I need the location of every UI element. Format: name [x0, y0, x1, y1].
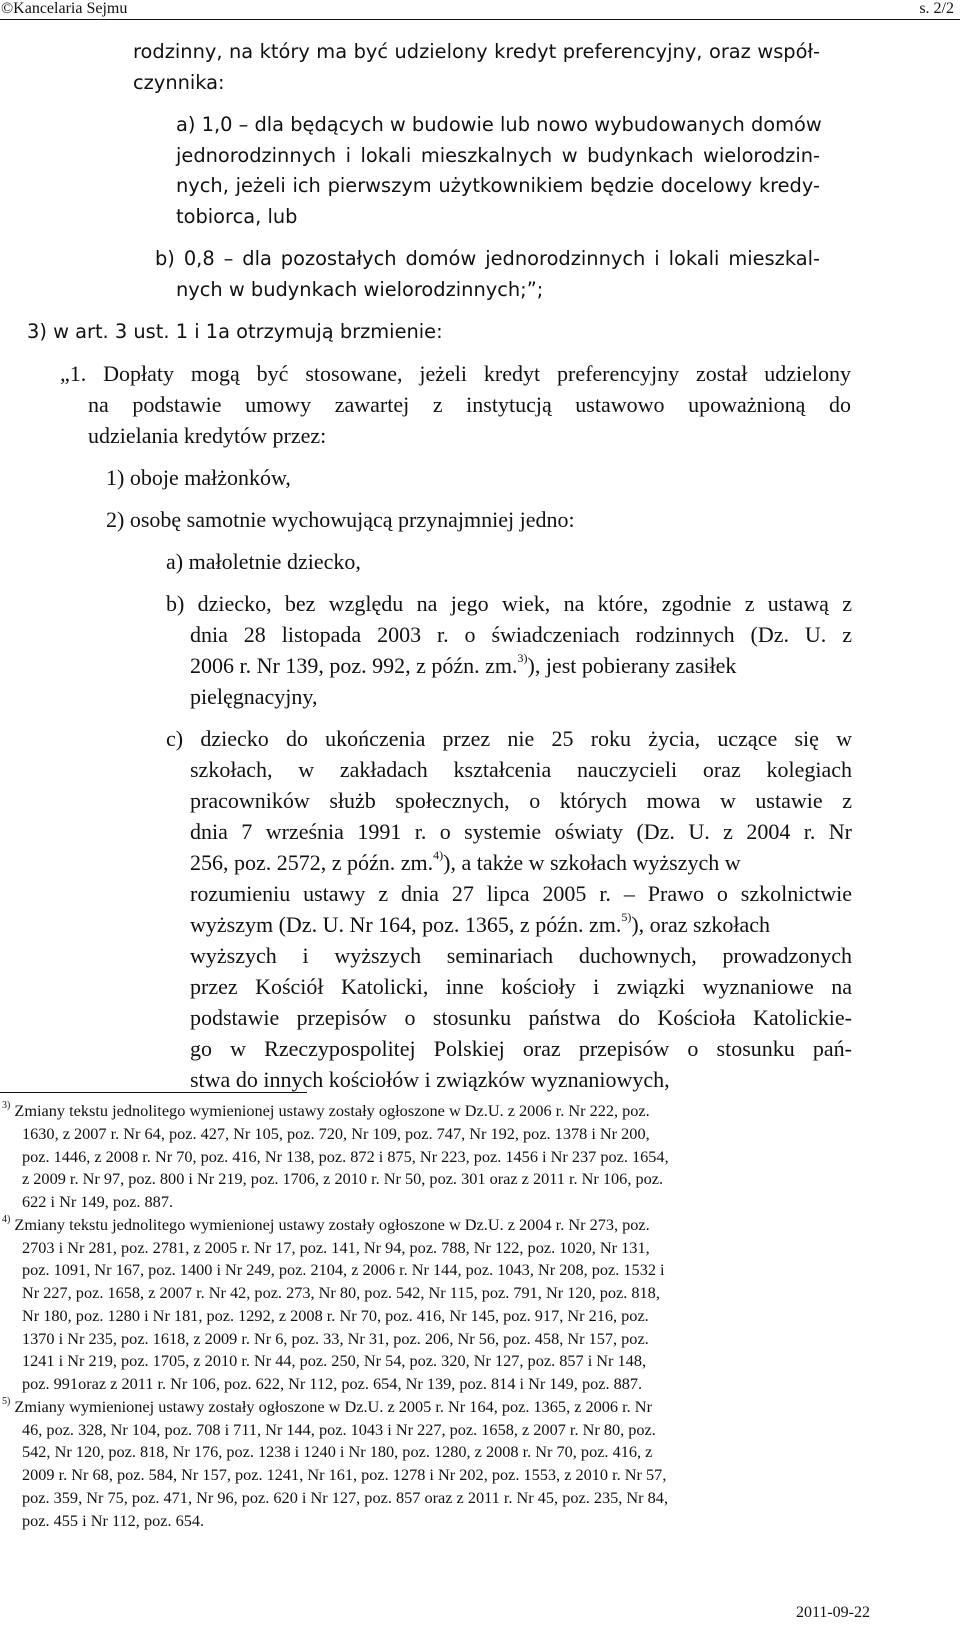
text-line: na podstawie umowy zawartej z instytucją ustawowo upoważnioną do [88, 392, 851, 417]
text-line: go w Rzeczypospolitej Polskiej oraz przepisów o stosunku pań- [190, 1036, 852, 1061]
text-line: pracowników służb społecznych, o których mowa w ustawie z [190, 788, 852, 813]
text-line: rozumieniu ustawy z dnia 27 lipca 2005 r. – Prawo o szkolnictwie [190, 881, 852, 906]
footnote-line: poz. 1091, Nr 167, poz. 1400 i Nr 249, poz. 2104, z 2006 r. Nr 144, poz. 1043, Nr 208, poz. 1532 i [22, 1260, 665, 1279]
text-line: 2) osobę samotnie wychowującą przynajmniej jedno: [106, 507, 575, 532]
footnote-line: 2009 r. Nr 68, poz. 584, Nr 157, poz. 1241, Nr 161, poz. 1278 i Nr 202, poz. 1553, z 2010 r. Nr 57, [22, 1465, 667, 1484]
text-line: a) 1,0 – dla będących w budowie lub nowo wybudowanych domów [176, 113, 822, 136]
text-segment: ), oraz szkołach [631, 912, 770, 937]
text-line: rodzinny, na który ma być udzielony kredyt preferencyjny, oraz współ- [133, 40, 820, 63]
text-line: „1. Dopłaty mogą być stosowane, jeżeli kredyt preferencyjny został udzielony [60, 361, 851, 386]
page-number: s. 2/2 [919, 0, 954, 17]
text-line: a) małoletnie dziecko, [166, 549, 361, 574]
text-line: b) dziecko, bez względu na jego wiek, na które, zgodnie z ustawą z [166, 591, 852, 616]
document-date: 2011-09-22 [795, 1604, 870, 1621]
footnote-marker: 4) [2, 1213, 11, 1225]
footnote-4 [2, 1214, 650, 1237]
footnote-5 [2, 1396, 652, 1419]
footnote-line: 1370 i Nr 235, poz. 1618, z 2009 r. Nr 6, poz. 33, Nr 31, poz. 206, Nr 56, poz. 458, Nr 157, poz. [22, 1329, 649, 1348]
footnote-line: 622 i Nr 149, poz. 887. [22, 1192, 174, 1211]
text-line: nych w budynkach wielorodzinnych;”; [176, 278, 544, 301]
text-line: 3) w art. 3 ust. 1 i 1a otrzymują brzmienie: [27, 320, 443, 343]
text-line: szkołach, w zakładach kształcenia nauczycieli oraz kolegiach [190, 757, 852, 782]
footnote-separator [0, 1092, 307, 1093]
footnote-ref[interactable]: 3) [517, 650, 528, 665]
footnote-line: 1241 i Nr 219, poz. 1705, z 2010 r. Nr 44, poz. 250, Nr 54, poz. 320, Nr 127, poz. 857 i Nr 148, [22, 1351, 647, 1370]
text-line: dnia 28 listopada 2003 r. o świadczeniach rodzinnych (Dz. U. z [190, 622, 852, 647]
footnote-text: Zmiany tekstu jednolitego wymienionej ustawy zostały ogłoszone w Dz.U. z 2006 r. Nr 222, poz. [14, 1101, 650, 1120]
footnote-line: poz. 991oraz z 2011 r. Nr 106, poz. 622, Nr 112, poz. 654, Nr 139, poz. 814 i Nr 149, poz. 887. [22, 1374, 643, 1393]
footnote-line: 2703 i Nr 281, poz. 2781, z 2005 r. Nr 17, poz. 141, Nr 94, poz. 788, Nr 122, poz. 1020, Nr 131, [22, 1238, 650, 1257]
text-line: 1) oboje małżonków, [106, 465, 291, 490]
text-segment: wyższym (Dz. U. Nr 164, poz. 1365, z późn. zm. [190, 912, 622, 937]
header-rule [0, 19, 960, 20]
text-line: wyższych i wyższych seminariach duchownych, prowadzonych [190, 943, 852, 968]
page-header [0, 0, 960, 22]
footnote-line: poz. 1446, z 2008 r. Nr 70, poz. 416, Nr 138, poz. 872 i 875, Nr 223, poz. 1456 i Nr 237 poz. 1654, [22, 1147, 669, 1166]
footnote-line: 1630, z 2007 r. Nr 64, poz. 427, Nr 105, poz. 720, Nr 109, poz. 747, Nr 192, poz. 1378 i Nr 200, [22, 1124, 650, 1143]
text-segment: 256, poz. 2572, z późn. zm. [190, 850, 434, 875]
text-line: pielęgnacyjny, [190, 684, 318, 709]
footnote-line: poz. 455 i Nr 112, poz. 654. [22, 1511, 205, 1530]
footnote-line: Nr 180, poz. 1280 i Nr 181, poz. 1292, z 2008 r. Nr 70, poz. 416, Nr 145, poz. 917, Nr 216, poz. [22, 1306, 649, 1325]
text-line: tobiorca, lub [176, 205, 298, 228]
footnote-line: poz. 359, Nr 75, poz. 471, Nr 96, poz. 620 i Nr 127, poz. 857 oraz z 2011 r. Nr 45, poz. 235, Nr 84, [22, 1488, 669, 1507]
footnote-marker: 5) [2, 1395, 11, 1407]
text-line: dnia 7 września 1991 r. o systemie oświaty (Dz. U. z 2004 r. Nr [190, 819, 852, 844]
text-line [190, 847, 741, 878]
footnote-text: Zmiany wymienionej ustawy zostały ogłoszone w Dz.U. z 2005 r. Nr 164, poz. 1365, z 2006 r. Nr [14, 1397, 652, 1416]
footnote-3 [2, 1100, 650, 1123]
footnote-line: 542, Nr 120, poz. 818, Nr 176, poz. 1238 i 1240 i Nr 180, poz. 1280, z 2008 r. Nr 70, poz. 416, z [22, 1442, 653, 1461]
text-line: jednorodzinnych i lokali mieszkalnych w budynkach wielorodzin- [176, 144, 820, 167]
text-segment: ), jest pobierany zasiłek [527, 653, 737, 678]
text-line: przez Kościół Katolicki, inne kościoły i związki wyznaniowe na [190, 974, 852, 999]
text-line: stwa do innych kościołów i związków wyznaniowych, [190, 1067, 670, 1092]
text-line: udzielania kredytów przez: [88, 423, 327, 448]
text-line: podstawie przepisów o stosunku państwa do Kościoła Katolickie- [190, 1005, 852, 1030]
text-line: nych, jeżeli ich pierwszym użytkownikiem będzie docelowy kredy- [176, 174, 820, 197]
text-segment: ), a także w szkołach wyższych w [443, 850, 741, 875]
footnote-marker: 3) [2, 1099, 11, 1111]
copyright-label: ©Kancelaria Sejmu [1, 0, 128, 17]
text-line: b) 0,8 – dla pozostałych domów jednorodzinnych i lokali mieszkal- [155, 247, 820, 270]
footnote-ref[interactable]: 4) [433, 847, 444, 862]
footnote-text: Zmiany tekstu jednolitego wymienionej ustawy zostały ogłoszone w Dz.U. z 2004 r. Nr 273, poz. [14, 1215, 650, 1234]
text-segment: 2006 r. Nr 139, poz. 992, z późn. zm. [190, 653, 518, 678]
footnote-line: 46, poz. 328, Nr 104, poz. 708 i 711, Nr 144, poz. 1043 i Nr 227, poz. 1658, z 2007 r. Nr 80, poz. [22, 1420, 656, 1439]
text-line [190, 909, 770, 940]
footnote-ref[interactable]: 5) [621, 909, 632, 924]
footnote-line: z 2009 r. Nr 97, poz. 800 i Nr 219, poz. 1706, z 2010 r. Nr 50, poz. 301 oraz z 2011 r. Nr 106, poz. [22, 1169, 664, 1188]
text-line: czynnika: [133, 71, 225, 94]
footnote-line: Nr 227, poz. 1658, z 2007 r. Nr 42, poz. 273, Nr 80, poz. 542, Nr 115, poz. 791, Nr 120, poz. 818, [22, 1283, 660, 1302]
text-line: c) dziecko do ukończenia przez nie 25 roku życia, uczące się w [166, 726, 852, 751]
text-line [190, 650, 852, 681]
